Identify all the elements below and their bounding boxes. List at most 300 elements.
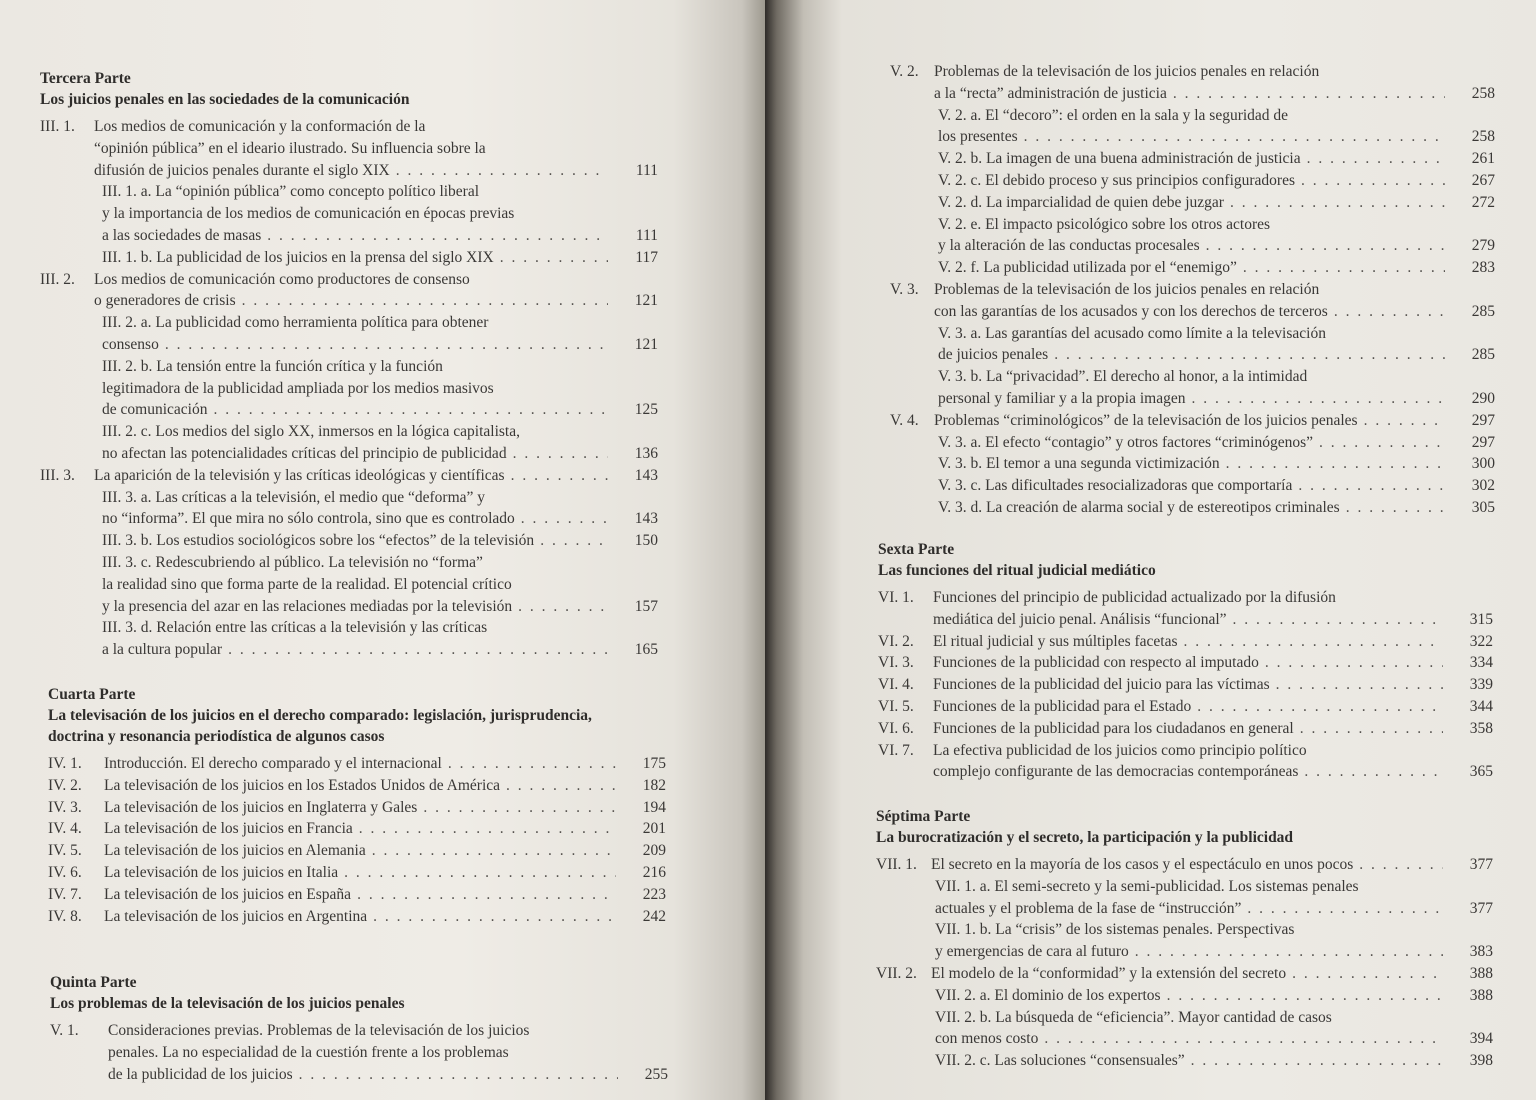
leader-dots [267, 225, 608, 247]
page-number: 394 [1469, 1030, 1493, 1048]
page-number: 334 [1469, 654, 1493, 672]
leader-dots [1276, 674, 1443, 696]
leader-dots [1173, 83, 1445, 105]
toc-entry [890, 61, 1495, 105]
entry-last-line [938, 126, 1451, 148]
entry-text-line: V. 3. d. La creación de alarma social y de estereotipos criminales [938, 498, 1340, 516]
leader-dots [228, 639, 608, 661]
entry-number: IV. 6. [48, 863, 82, 881]
leader-dots [521, 508, 608, 530]
page-number: 261 [1471, 150, 1495, 168]
page-number: 258 [1471, 128, 1495, 146]
entry-text-line: actuales y el problema de la fase de “instrucción” [935, 899, 1242, 917]
entry-last-line [102, 334, 614, 356]
page-number: 117 [635, 248, 658, 266]
page-number: 150 [634, 532, 658, 550]
entry-text-line: Funciones del principio de publicidad actualizado por la difusión [933, 589, 1336, 606]
toc-entry [40, 552, 658, 617]
entry-last-line [104, 797, 622, 819]
part-heading: Sexta Parte [878, 541, 955, 558]
page-number: 297 [1471, 433, 1495, 451]
entry-last-line [938, 344, 1451, 366]
entry-last-line [104, 753, 622, 775]
page-number: 305 [1471, 498, 1495, 516]
page-number: 283 [1471, 259, 1495, 277]
entry-number: IV. 1. [48, 755, 82, 772]
toc-entry [890, 475, 1495, 497]
entry-last-line [935, 985, 1449, 1007]
toc-entry [40, 116, 658, 181]
entry-last-line [934, 83, 1451, 105]
entry-text-line: La televisación de los juicios en los Estados Unidos de América [104, 776, 501, 794]
entry-last-line [938, 148, 1451, 170]
entry-last-line [933, 652, 1449, 674]
leader-dots [1044, 1028, 1443, 1050]
entry-text-line: El ritual judicial y sus múltiples facetas [933, 632, 1178, 650]
entry-last-line [104, 775, 622, 797]
entry-text-line: VII. 1. a. El semi-secreto y la semi-publicidad. Los sistemas penales [935, 877, 1359, 895]
leader-dots [1346, 497, 1445, 519]
toc-entry [48, 753, 666, 775]
entry-text-line: Problemas de la televisación de los juicios penales en relación [934, 280, 1320, 298]
toc-entry [890, 432, 1495, 454]
entry-text-line: Consideraciones previas. Problemas de la televisación de los juicios [108, 1022, 530, 1039]
page-number: 315 [1469, 610, 1493, 628]
toc-entry [890, 214, 1495, 258]
leader-dots [1307, 148, 1445, 170]
entry-text-line: III. 3. b. Los estudios sociológicos sobre los “efectos” de la televisión [102, 532, 535, 550]
toc-entry [48, 818, 666, 840]
entry-text-line: y emergencias de cara al futuro [935, 943, 1129, 961]
leader-dots [242, 290, 608, 312]
toc-entry [890, 410, 1495, 432]
page-number: 111 [635, 161, 658, 179]
entry-last-line [102, 639, 614, 661]
entry-text-line: III. 2. c. Los medios del siglo XX, inmersos en la lógica capitalista, [102, 423, 520, 441]
toc-entries [50, 1020, 668, 1085]
leader-dots [1184, 631, 1444, 653]
entry-last-line [935, 1050, 1449, 1072]
leader-dots [373, 906, 616, 928]
toc-entry [890, 366, 1495, 410]
entry-text-line: El secreto en la mayoría de los casos y el espectáculo en unos pocos [931, 856, 1354, 873]
page-number: 242 [642, 907, 666, 925]
leader-dots [1191, 1050, 1443, 1072]
entry-last-line [104, 818, 622, 840]
entry-text-line: Funciones de la publicidad para los ciudadanos en general [933, 719, 1294, 737]
toc-entry [878, 587, 1493, 631]
entry-text-line: o generadores de crisis [94, 292, 236, 310]
right-page [765, 0, 1536, 1100]
page-number: 121 [634, 335, 658, 353]
toc-entry [40, 465, 658, 487]
page-number: 377 [1469, 856, 1493, 873]
entry-number: VI. 4. [878, 676, 914, 694]
page-number: 111 [635, 226, 658, 244]
entry-last-line [94, 290, 614, 312]
entry-number: VI. 3. [878, 654, 914, 672]
leader-dots [1054, 344, 1445, 366]
entry-text-line: V. 2. e. El impacto psicológico sobre los otros actores [938, 215, 1271, 233]
toc-entry [890, 105, 1495, 149]
entry-text-line: VII. 2. b. La búsqueda de “eficiencia”. Mayor cantidad de casos [935, 1008, 1332, 1026]
entry-number: IV. 4. [48, 820, 82, 838]
toc-entry [878, 740, 1493, 784]
entry-text-line: y la presencia del azar en las relaciones mediadas por la televisión [102, 597, 513, 615]
leader-dots [1364, 410, 1445, 432]
page-number: 272 [1471, 193, 1495, 211]
toc-entry [40, 312, 658, 356]
entry-number: V. 4. [890, 411, 919, 429]
toc-entries [40, 116, 658, 661]
page-number: 121 [634, 292, 658, 310]
entry-text-line: III. 1. a. La “opinión pública” como concepto político liberal [102, 183, 480, 201]
left-page [0, 0, 765, 1100]
entry-last-line [108, 1064, 624, 1086]
part-section-cuarta [48, 684, 666, 927]
entry-last-line [94, 160, 614, 182]
leader-dots [500, 247, 608, 269]
entry-last-line [938, 453, 1451, 475]
entry-last-line [102, 247, 614, 269]
page-number: 125 [634, 401, 658, 419]
entry-text-line: III. 3. a. Las críticas a la televisión, el medio que “deforma” y [102, 488, 486, 506]
leader-dots [1265, 652, 1443, 674]
entry-number: V. 2. [890, 63, 919, 80]
entry-text-line: La televisación de los juicios en Inglaterra y Gales [104, 798, 418, 816]
part-section-quinta [50, 972, 668, 1085]
leader-dots [396, 160, 608, 182]
part-heading: Cuarta Parte [48, 686, 136, 703]
toc-entry [878, 674, 1493, 696]
leader-dots [423, 797, 616, 819]
page-number: 365 [1469, 763, 1493, 781]
leader-dots [213, 399, 608, 421]
toc-entry [876, 963, 1493, 985]
page-number: 339 [1469, 676, 1493, 694]
toc-entries [48, 753, 666, 927]
toc-entry [48, 840, 666, 862]
entry-last-line [104, 884, 622, 906]
toc-entry [40, 421, 658, 465]
toc-entry [876, 854, 1493, 876]
toc-entry [40, 181, 658, 246]
toc-entry [876, 985, 1493, 1007]
entry-last-line [938, 432, 1451, 454]
page-number: 302 [1471, 477, 1495, 495]
entry-last-line [933, 696, 1449, 718]
toc-entry [890, 192, 1495, 214]
leader-dots [1243, 257, 1445, 279]
entry-number: IV. 7. [48, 885, 82, 903]
entry-text-line: III. 2. b. La tensión entre la función crítica y la función [102, 357, 443, 375]
entry-text-line: a la cultura popular [102, 641, 223, 659]
entry-last-line [933, 674, 1449, 696]
entry-text-line: difusión de juicios penales durante el siglo XIX [94, 161, 390, 179]
leader-dots [1301, 170, 1445, 192]
leader-dots [448, 753, 616, 775]
leader-dots [1191, 388, 1445, 410]
entry-text-line: Los medios de comunicación y la conformación de la [94, 118, 426, 135]
entry-text-line: de comunicación [102, 401, 208, 419]
entry-number: VI. 6. [878, 719, 914, 737]
entry-number: VI. 2. [878, 632, 914, 650]
part-section-sexta [878, 539, 1493, 783]
leader-dots [299, 1064, 618, 1086]
entry-text-line: Problemas “criminológicos” de la televisación de los juicios penales [934, 411, 1358, 429]
entry-text-line: III. 3. d. Relación entre las críticas a la televisión y las críticas [102, 619, 488, 637]
entry-last-line [102, 530, 614, 552]
toc-entry [890, 453, 1495, 475]
entry-text-line: V. 3. a. El efecto “contagio” y otros factores “criminógenos” [938, 433, 1314, 451]
entry-last-line [933, 761, 1449, 783]
page-number: 322 [1469, 632, 1493, 650]
entry-number: III. 3. [40, 466, 75, 484]
entry-text-line: a la “recta” administración de justicia [934, 84, 1167, 102]
toc-entry [876, 919, 1493, 963]
entry-number: V. 3. [890, 280, 919, 298]
page-number: 182 [642, 776, 666, 794]
entry-text-line: con menos costo [935, 1030, 1039, 1048]
entry-last-line [102, 225, 614, 247]
toc-entry [48, 862, 666, 884]
entry-text-line: no afectan las potencialidades críticas del principio de publicidad [102, 444, 507, 462]
toc-entry [40, 617, 658, 661]
entry-last-line [104, 862, 622, 884]
entry-last-line [102, 596, 614, 618]
entry-text-line: Los medios de comunicación como productores de consenso [94, 270, 470, 288]
entry-last-line [938, 497, 1451, 519]
leader-dots [1359, 854, 1443, 876]
leader-dots [357, 884, 616, 906]
entry-last-line [938, 475, 1451, 497]
entry-last-line [935, 1028, 1449, 1050]
toc-entry [890, 170, 1495, 192]
leader-dots [518, 596, 608, 618]
entry-text-line: V. 2. b. La imagen de una buena administración de justicia [938, 150, 1301, 168]
page-number: 358 [1469, 719, 1493, 737]
toc-entry [876, 1007, 1493, 1051]
entry-text-line: Funciones de la publicidad para el Estado [933, 697, 1192, 715]
leader-dots [511, 465, 608, 487]
leader-dots [506, 775, 616, 797]
entry-text-line: los presentes [938, 128, 1018, 146]
leader-dots [540, 530, 608, 552]
entry-number: IV. 3. [48, 798, 82, 816]
part-title: Los problemas de la televisación de los juicios penales [50, 995, 405, 1012]
page-number: 383 [1469, 943, 1493, 961]
entry-text-line: V. 2. d. La imparcialidad de quien debe juzgar [938, 193, 1224, 211]
entry-text-line: y la alteración de las conductas procesales [938, 237, 1200, 255]
toc-entries [876, 854, 1493, 1072]
entry-text-line: V. 3. a. Las garantías del acusado como límite a la televisación [938, 324, 1326, 342]
page-number: 209 [642, 842, 666, 860]
toc-entry [878, 652, 1493, 674]
page-number: 285 [1471, 346, 1495, 364]
page-number: 136 [634, 444, 658, 462]
part-heading: Tercera Parte [40, 70, 131, 87]
toc-entry [876, 1050, 1493, 1072]
toc-entry [40, 269, 658, 313]
toc-entries [878, 587, 1493, 783]
part-section-septima [876, 806, 1493, 1072]
entry-last-line [935, 941, 1449, 963]
page-number: 267 [1471, 171, 1495, 189]
entry-text-line: y la importancia de los medios de comunicación en épocas previas [102, 205, 515, 223]
toc-entry [40, 530, 658, 552]
page-number: 255 [644, 1065, 668, 1083]
leader-dots [1304, 761, 1443, 783]
leader-dots [1226, 453, 1445, 475]
toc-entry [40, 247, 658, 269]
entry-text-line: V. 3. b. El temor a una segunda victimización [938, 455, 1220, 473]
entry-number: IV. 5. [48, 842, 82, 860]
toc-entry [890, 257, 1495, 279]
toc-entry [48, 906, 666, 928]
entry-last-line [94, 465, 614, 487]
toc-entry [48, 884, 666, 906]
entry-text-line: V. 3. c. Las dificultades resocializadoras que comportaría [938, 477, 1293, 495]
toc-entry [878, 696, 1493, 718]
entry-number: IV. 8. [48, 907, 82, 925]
entry-last-line [931, 854, 1449, 876]
entry-text-line: mediática del juicio penal. Análisis “funcional” [933, 610, 1227, 628]
entry-last-line [104, 840, 622, 862]
part-title: Los juicios penales en las sociedades de la comunicación [40, 91, 410, 108]
leader-dots [1135, 941, 1443, 963]
leader-dots [1230, 192, 1445, 214]
entry-last-line [933, 631, 1449, 653]
leader-dots [513, 443, 608, 465]
toc-entry [890, 148, 1495, 170]
page-number: 194 [642, 798, 666, 816]
entry-text-line: La televisación de los juicios en Italia [104, 863, 339, 881]
leader-dots [1300, 718, 1443, 740]
toc-entry [890, 497, 1495, 519]
entry-text-line: VII. 2. a. El dominio de los expertos [935, 986, 1161, 1004]
page-number: 388 [1469, 964, 1493, 982]
entry-last-line [931, 963, 1449, 985]
page-number: 285 [1471, 302, 1495, 320]
page-number: 279 [1471, 237, 1495, 255]
entry-last-line [938, 235, 1451, 257]
entry-text-line: III. 1. b. La publicidad de los juicios en la prensa del siglo XIX [102, 248, 494, 266]
entry-last-line [938, 192, 1451, 214]
page-number: 297 [1471, 411, 1495, 429]
entry-last-line [102, 508, 614, 530]
page-number: 201 [642, 820, 666, 838]
part-section-tercera [40, 68, 658, 661]
entry-last-line [104, 906, 622, 928]
toc-entry [40, 356, 658, 421]
entry-text-line: Introducción. El derecho comparado y el internacional [104, 755, 442, 772]
page-number: 300 [1471, 455, 1495, 473]
entry-last-line [935, 898, 1449, 920]
entry-text-line: personal y familiar y a la propia imagen [938, 389, 1186, 407]
entry-text-line: Funciones de la publicidad del juicio para las víctimas [933, 676, 1270, 694]
toc-entry [878, 631, 1493, 653]
part-title: La burocratización y el secreto, la participación y la publicidad [876, 829, 1294, 846]
entry-number: III. 1. [40, 118, 75, 135]
leader-dots [344, 862, 616, 884]
leader-dots [1298, 475, 1445, 497]
leader-dots [1024, 126, 1445, 148]
entry-text-line: El modelo de la “conformidad” y la extensión del secreto [931, 964, 1287, 982]
part-title: La televisación de los juicios en el derecho comparado: legislación, jurisprudencia, doctrina y resonancia periodística de algunos casos [48, 707, 592, 745]
page-number: 398 [1469, 1052, 1493, 1070]
entry-text-line: de juicios penales [938, 346, 1049, 364]
leader-dots [1197, 696, 1443, 718]
leader-dots [1292, 963, 1443, 985]
page-number: 258 [1471, 84, 1495, 102]
part-section-quinta-continued [890, 61, 1495, 519]
toc-entry [40, 487, 658, 531]
entry-text-line: a las sociedades de masas [102, 226, 262, 244]
entry-text-line: La televisación de los juicios en Argentina [104, 907, 368, 925]
entry-last-line [934, 410, 1451, 432]
page-number: 143 [634, 466, 658, 484]
leader-dots [1319, 432, 1445, 454]
entry-text-line: no “informa”. El que mira no sólo controla, sino que es controlado [102, 510, 515, 528]
entry-last-line [933, 609, 1449, 631]
leader-dots [1167, 985, 1443, 1007]
leader-dots [1247, 898, 1443, 920]
entry-text-line: penales. La no especialidad de la cuestión frente a los problemas [108, 1043, 509, 1061]
toc-entry [876, 876, 1493, 920]
toc-entry [878, 718, 1493, 740]
entry-text-line: con las garantías de los acusados y con los derechos de terceros [934, 302, 1328, 320]
entry-number: VI. 5. [878, 697, 914, 715]
entry-last-line [102, 443, 614, 465]
page-number: 157 [634, 597, 658, 615]
leader-dots [165, 334, 608, 356]
entry-last-line [934, 301, 1451, 323]
entry-text-line: de la publicidad de los juicios [108, 1065, 293, 1083]
entry-number: VI. 7. [878, 741, 914, 759]
entry-text-line: VII. 1. b. La “crisis” de los sistemas penales. Perspectivas [935, 921, 1295, 939]
entry-text-line: consenso [102, 335, 159, 353]
toc-entry [48, 797, 666, 819]
part-heading: Séptima Parte [876, 808, 971, 825]
toc-entry [50, 1020, 668, 1085]
entry-text-line: legitimadora de la publicidad ampliada por los medios masivos [102, 379, 494, 397]
entry-text-line: Problemas de la televisación de los juicios penales en relación [934, 63, 1320, 80]
page-number: 290 [1471, 389, 1495, 407]
entry-last-line [938, 170, 1451, 192]
page-number: 377 [1469, 899, 1493, 917]
toc-entry [890, 279, 1495, 323]
leader-dots [1206, 235, 1445, 257]
entry-text-line: La televisación de los juicios en Francia [104, 820, 353, 838]
entry-number: V. 1. [50, 1022, 79, 1039]
page-number: 165 [634, 641, 658, 659]
entry-text-line: V. 2. f. La publicidad utilizada por el “enemigo” [938, 259, 1237, 277]
toc-entry [890, 323, 1495, 367]
entry-text-line: La televisación de los juicios en Alemania [104, 842, 366, 860]
page-number: 175 [642, 755, 666, 772]
entry-number: IV. 2. [48, 776, 82, 794]
leader-dots [1233, 609, 1443, 631]
entry-number: VI. 1. [878, 589, 914, 606]
page-number: 143 [634, 510, 658, 528]
entry-text-line: La efectiva publicidad de los juicios como principio político [933, 741, 1307, 759]
entry-text-line: V. 2. c. El debido proceso y sus principios configuradores [938, 171, 1296, 189]
entry-number: VII. 2. [876, 964, 917, 982]
page-number: 344 [1469, 697, 1493, 715]
page-number: 223 [642, 885, 666, 903]
entry-last-line [938, 257, 1451, 279]
leader-dots [359, 818, 616, 840]
